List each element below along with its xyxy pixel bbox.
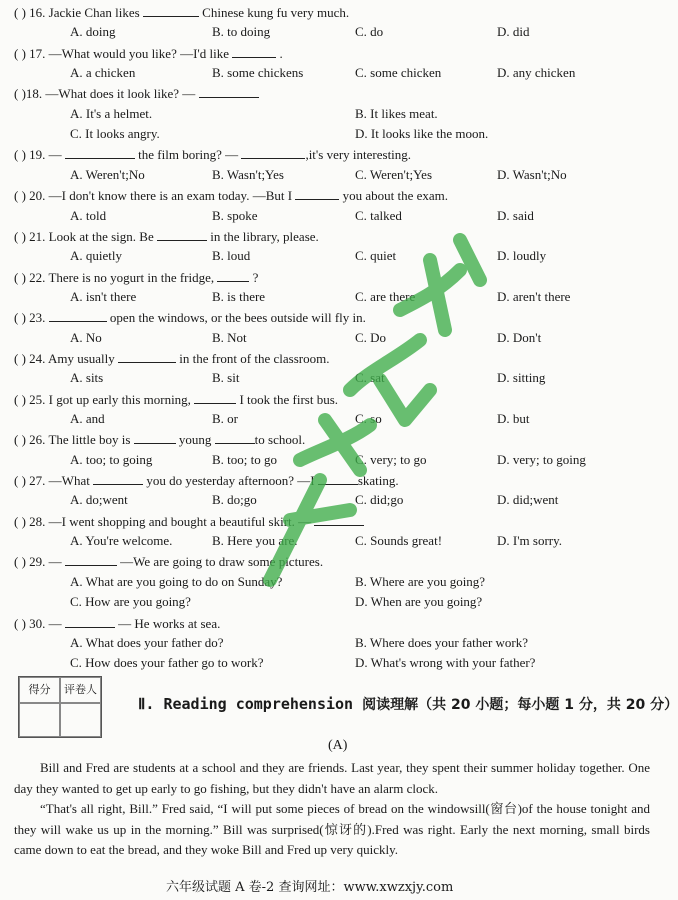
answer-blank[interactable] <box>65 615 115 628</box>
question-stem <box>14 228 319 245</box>
question-text: — He works at sea. <box>114 615 221 631</box>
option-d[interactable]: D. did;went <box>497 492 559 508</box>
question-stem <box>14 309 366 326</box>
option-a[interactable]: A. No <box>70 329 102 345</box>
answer-blank[interactable] <box>93 472 143 485</box>
option-c[interactable]: C. so <box>355 411 382 426</box>
option-d[interactable]: D. Don't <box>497 329 542 345</box>
option-d[interactable]: D. sitting <box>497 370 546 386</box>
answer-blank[interactable] <box>118 350 176 363</box>
option-b[interactable]: B. sit <box>212 370 240 386</box>
question-text: —What does it look like? — <box>45 86 199 102</box>
option-d[interactable]: D. It looks like the moon. <box>355 126 489 142</box>
passage-label: (A) <box>328 738 348 753</box>
option-a[interactable]: A. sits <box>70 370 104 386</box>
question-number: ( ) 21. <box>14 228 49 244</box>
option-c[interactable]: C. do <box>355 24 384 40</box>
option-d[interactable]: D. When are you going? <box>355 594 483 610</box>
option-b[interactable]: B. some chickens <box>212 65 304 81</box>
question-text: Look at the sign. Be <box>48 228 157 244</box>
option-b[interactable]: B. Wasn't;Yes <box>212 166 284 182</box>
option-a[interactable]: A. isn't there <box>70 288 137 304</box>
option-b[interactable]: B. is there <box>212 288 266 304</box>
question-text: Amy usually <box>47 350 119 366</box>
question-text: in the front of the classroom. <box>176 350 330 366</box>
question-stem <box>14 615 220 632</box>
option-c[interactable]: C. did;go <box>355 492 404 508</box>
option-c[interactable]: C. Do <box>355 329 387 345</box>
question-text: skating. <box>357 473 399 489</box>
question-text: — <box>48 554 65 570</box>
option-c[interactable]: C. sat <box>355 370 385 386</box>
question-text: open the windows, or the bees outside will fly in. <box>106 310 366 326</box>
section-heading <box>138 694 678 714</box>
option-b[interactable]: B. It likes meat. <box>355 105 438 121</box>
question-stem <box>14 350 329 367</box>
question-stem <box>14 269 258 286</box>
answer-blank[interactable] <box>318 472 358 485</box>
question-number: ( ) 23. <box>14 310 49 326</box>
question-text: Chinese kung fu very much. <box>198 5 350 20</box>
question-number: ( )18. <box>14 86 46 102</box>
option-a[interactable]: A. It's a helmet. <box>70 105 153 121</box>
option-d[interactable]: D. Wasn't;No <box>497 166 567 182</box>
question-stem <box>14 45 283 62</box>
question-text: —I went shopping and bought a beautiful skirt. — <box>48 513 315 529</box>
answer-blank[interactable] <box>241 146 305 159</box>
option-c[interactable]: C. talked <box>355 207 402 223</box>
option-b[interactable]: B. do;go <box>212 492 257 508</box>
question-number: ( ) 24. <box>14 350 48 366</box>
option-c[interactable]: C. are there <box>355 288 416 304</box>
question-stem <box>14 187 448 204</box>
answer-blank[interactable] <box>217 269 249 282</box>
answer-blank[interactable] <box>134 431 176 444</box>
question-text: ,it's very interesting. <box>305 147 412 163</box>
question-stem <box>14 431 305 448</box>
option-b[interactable]: B. too; to go <box>212 451 278 467</box>
option-a[interactable]: A. do;went <box>70 492 128 508</box>
score-box <box>18 676 102 738</box>
question-text: to school. <box>254 432 306 448</box>
answer-blank[interactable] <box>314 513 364 526</box>
option-a[interactable]: A. too; to going <box>70 451 153 467</box>
question-text: Jackie Chan likes <box>48 5 143 20</box>
passage-paragraph-2: “That's all right, Bill.” Fred said, “I will put some pieces of bread on the windowsill(窗台)of the house tonight and they will wake us up in the morning.” Bill was surprised(惊讶的).Fred was right. Early the next morning, small birds came down to eat the bread, and they woke Bill and Fred up very quickly. <box>14 801 650 857</box>
passage-paragraph-1: Bill and Fred are students at a school and they are friends. Last year, they spent their summer holiday together. One day they wanted to get up early to go fishing, but they didn't have an alarm clock. <box>14 760 650 796</box>
question-number: ( ) 30. <box>14 615 49 631</box>
question-text: —What would you like? —I'd like <box>48 45 233 61</box>
option-c[interactable]: C. very; to go <box>355 451 427 467</box>
question-stem <box>14 146 411 163</box>
answer-blank[interactable] <box>143 4 199 17</box>
question-text: ? <box>249 269 259 285</box>
option-d[interactable]: D. I'm sorry. <box>497 533 563 549</box>
option-a[interactable]: A. a chicken <box>70 65 136 81</box>
question-text: young <box>175 432 212 448</box>
section-title-cn: 阅读理解（共 20 小题；每小题 1 分，共 20 分） <box>362 697 678 713</box>
question-text: I got up early this morning, <box>48 391 195 407</box>
question-stem <box>14 85 259 102</box>
question-text: — <box>48 615 65 631</box>
question-number: ( ) 26. <box>14 432 49 448</box>
option-d[interactable]: D. but <box>497 411 530 426</box>
question-number: ( ) 16. <box>14 5 49 20</box>
option-d[interactable]: D. loudly <box>497 248 547 264</box>
question-stem <box>14 4 349 21</box>
option-a[interactable]: A. doing <box>70 24 116 40</box>
question-number: ( ) 19. <box>14 147 49 163</box>
option-d[interactable]: D. said <box>497 207 534 223</box>
option-c[interactable]: C. How are you going? <box>70 594 191 610</box>
question-number: ( ) 20. <box>14 188 49 204</box>
question-number: ( ) 22. <box>14 269 49 285</box>
question-number: ( ) 28. <box>14 513 49 529</box>
question-stem <box>14 391 338 408</box>
question-text: —I don't know there is an exam today. —But I <box>48 188 296 204</box>
option-b[interactable]: B. or <box>212 411 238 426</box>
answer-blank[interactable] <box>194 391 236 404</box>
option-b[interactable]: B. Here you are. <box>212 533 298 549</box>
question-number: ( ) 17. <box>14 45 49 61</box>
option-d[interactable]: D. very; to going <box>497 451 586 467</box>
grader-cell <box>60 703 101 737</box>
option-c[interactable]: C. quiet <box>355 248 397 264</box>
option-d[interactable]: D. any chicken <box>497 65 576 81</box>
option-a[interactable]: A. You're welcome. <box>70 533 173 549</box>
option-a[interactable]: A. What are you going to do on Sunday? <box>70 573 283 589</box>
option-a[interactable]: A. Weren't;No <box>70 166 145 182</box>
grader-label: 评卷人 <box>60 677 101 703</box>
option-b[interactable]: B. Not <box>212 329 247 345</box>
option-d[interactable]: D. What's wrong with your father? <box>355 655 536 671</box>
question-text: in the library, please. <box>207 228 319 244</box>
option-b[interactable]: B. Where does your father work? <box>355 634 529 650</box>
section-title: Ⅱ. Reading comprehension <box>138 695 354 713</box>
option-a[interactable]: A. told <box>70 207 107 223</box>
answer-blank[interactable] <box>157 228 207 241</box>
question-text: —We are going to draw some pictures. <box>116 554 324 570</box>
score-cell <box>19 703 60 737</box>
question-text: I took the first bus. <box>236 391 339 407</box>
question-stem <box>14 553 323 570</box>
question-text: — <box>48 147 65 163</box>
question-text: you do yesterday afternoon? —I <box>143 473 315 489</box>
option-b[interactable]: B. loud <box>212 248 251 264</box>
answer-blank[interactable] <box>199 85 259 98</box>
question-number: ( ) 27. <box>14 473 49 489</box>
question-number: ( ) 29. <box>14 554 49 570</box>
page-footer: 六年级试题 A 卷-2 查询网址：www.xwzxjy.com <box>166 880 454 895</box>
answer-blank[interactable] <box>65 146 135 159</box>
option-b[interactable]: B. to doing <box>212 24 271 40</box>
option-c[interactable]: C. It looks angry. <box>70 126 160 142</box>
answer-blank[interactable] <box>295 187 339 200</box>
question-text: the film boring? — <box>134 147 239 163</box>
option-c[interactable]: C. some chicken <box>355 65 442 81</box>
question-number: ( ) 25. <box>14 391 49 407</box>
score-label: 得分 <box>19 677 60 703</box>
option-a[interactable]: A. and <box>70 411 105 426</box>
option-d[interactable]: D. aren't there <box>497 288 571 304</box>
option-c[interactable]: C. How does your father go to work? <box>70 655 264 671</box>
question-text: you about the exam. <box>339 188 448 204</box>
option-a[interactable]: A. quietly <box>70 248 122 264</box>
question-text: —What <box>48 473 94 489</box>
answer-blank[interactable] <box>65 553 117 566</box>
question-text: . <box>276 45 283 61</box>
question-text: There is no yogurt in the fridge, <box>48 269 218 285</box>
option-d[interactable]: D. did <box>497 24 530 40</box>
option-b[interactable]: B. Where are you going? <box>355 573 486 589</box>
question-text: The little boy is <box>48 432 134 448</box>
question-stem <box>14 472 399 489</box>
option-a[interactable]: A. What does your father do? <box>70 634 224 650</box>
question-stem <box>14 513 364 530</box>
option-b[interactable]: B. spoke <box>212 207 258 223</box>
option-c[interactable]: C. Weren't;Yes <box>355 166 433 182</box>
answer-blank[interactable] <box>49 309 107 322</box>
answer-blank[interactable] <box>215 431 255 444</box>
option-c[interactable]: C. Sounds great! <box>355 533 443 549</box>
answer-blank[interactable] <box>232 45 276 58</box>
